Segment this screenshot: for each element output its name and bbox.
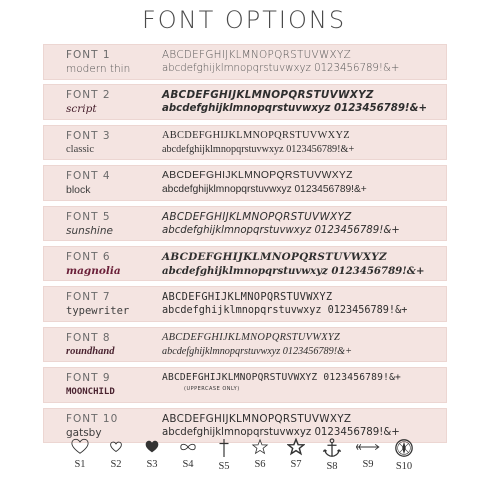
heart-filled-icon — [143, 438, 161, 456]
lowercase-sample: abcdefghijklmnopqrstuvwxyz 0123456789!&+ — [162, 103, 427, 115]
font-option-7[interactable] — [43, 286, 447, 322]
font-name: roundhand — [66, 345, 115, 357]
font-number: FONT 1 — [66, 49, 111, 61]
uppercase-sample: ABCDEFGHIJKLMNOPQRSTUVWXYZ — [162, 210, 352, 223]
symbol-code: S8 — [326, 461, 338, 472]
font-name: gatsby — [66, 426, 102, 439]
lowercase-sample: abcdefghijklmnopqrstuvwxyz 0123456789!&+ — [162, 63, 400, 74]
font-name: sunshine — [66, 224, 113, 237]
cross-icon — [215, 438, 233, 458]
symbol-code: S2 — [110, 459, 122, 470]
symbol-code: S10 — [395, 461, 413, 472]
symbol-code: S4 — [182, 459, 194, 470]
font-options-list — [43, 44, 447, 448]
heart-outline-icon — [71, 438, 89, 456]
uppercase-sample: ABCDEFGHIJKLMNOPQRSTUVWXYZ 0123456789!&+ — [162, 372, 402, 384]
lowercase-sample: abcdefghijklmnopqrstuvwxyz 0123456789!&+ — [162, 345, 352, 357]
font-option-4[interactable] — [43, 165, 447, 201]
symbol-code: S7 — [290, 459, 302, 470]
font-number: FONT 8 — [66, 331, 111, 344]
arrow-icon — [354, 438, 382, 456]
font-number: FONT 4 — [66, 170, 111, 183]
font-name: MOONCHILD — [66, 387, 115, 398]
symbol-s3[interactable] — [134, 438, 170, 470]
star-bold-outline-icon — [287, 438, 305, 456]
font-number: FONT 7 — [66, 291, 111, 304]
font-number: FONT 10 — [66, 412, 119, 425]
lowercase-sample: abcdefghijklmnopqrstuvwxyz 0123456789!&+ — [162, 184, 367, 196]
symbol-code: S9 — [362, 459, 374, 470]
font-option-6[interactable] — [43, 246, 447, 282]
font-option-2[interactable] — [43, 84, 447, 120]
font-name: typewriter — [66, 305, 130, 318]
page-title: FONT OPTIONS — [141, 6, 347, 34]
anchor-icon — [322, 438, 342, 458]
symbol-s1[interactable] — [62, 438, 98, 470]
symbol-code: S5 — [218, 461, 230, 472]
uppercase-sample: ABCDEFGHIJKLMNOPQRSTUVWXYZ — [162, 170, 353, 182]
symbol-s8[interactable] — [314, 438, 350, 472]
uppercase-sample: ABCDEFGHIJKLMNOPQRSTUVWXYZ — [162, 412, 352, 425]
symbol-code: S3 — [146, 459, 158, 470]
symbol-code: S6 — [254, 459, 266, 470]
lowercase-sample: abcdefghijklmnopqrstuvwxyz 0123456789!&+ — [162, 264, 425, 277]
uppercase-sample: ABCDEFGHIJKLMNOPQRSTUVWXYZ — [162, 291, 333, 304]
symbol-s2[interactable] — [98, 438, 134, 470]
font-number: FONT 2 — [66, 89, 111, 102]
font-number: FONT 6 — [66, 250, 111, 263]
symbol-s6[interactable] — [242, 438, 278, 470]
uppercase-sample: ABCDEFGHIJKLMNOPQRSTUVWXYZ — [162, 49, 352, 61]
font-name: magnolia — [66, 264, 121, 277]
font-number: FONT 9 — [66, 372, 111, 385]
lowercase-sample: abcdefghijklmnopqrstuvwxyz 0123456789!&+ — [162, 143, 355, 155]
uppercase-sample: ABCDEFGHIJKLMNOPQRSTUVWXYZ — [162, 89, 374, 102]
symbol-options — [62, 438, 422, 484]
font-option-1[interactable] — [43, 44, 447, 80]
uppercase-sample: ABCDEFGHIJKLMNOPQRSTUVWXYZ — [162, 331, 341, 343]
uppercase-only-note: (UPPERCASE ONLY) — [184, 386, 240, 393]
compass-icon — [394, 438, 414, 458]
font-option-8[interactable] — [43, 327, 447, 363]
symbol-s7[interactable] — [278, 438, 314, 470]
symbol-code: S1 — [74, 459, 86, 470]
lowercase-sample: abcdefghijklmnopqrstuvwxyz 0123456789!&+ — [162, 426, 400, 438]
lowercase-sample: abcdefghijklmnopqrstuvwxyz 0123456789!&+ — [162, 305, 408, 317]
symbol-s10[interactable] — [386, 438, 422, 472]
lowercase-sample: abcdefghijklmnopqrstuvwxyz 0123456789!&+ — [162, 224, 400, 236]
small-heart-outline-icon — [107, 438, 125, 456]
font-name: classic — [66, 143, 94, 155]
font-option-9[interactable] — [43, 367, 447, 403]
symbol-s5[interactable] — [206, 438, 242, 472]
font-number: FONT 3 — [66, 129, 111, 142]
symbol-s4[interactable] — [170, 438, 206, 470]
font-name: script — [66, 103, 97, 116]
font-option-5[interactable] — [43, 206, 447, 242]
font-option-3[interactable] — [43, 125, 447, 161]
uppercase-sample: ABCDEFGHIJKLMNOPQRSTUVWXYZ — [162, 129, 350, 141]
star-outline-icon — [251, 438, 269, 456]
infinity-icon — [177, 438, 199, 456]
font-name: block — [66, 184, 91, 197]
font-name: modern thin — [66, 63, 131, 75]
font-number: FONT 5 — [66, 210, 111, 223]
symbol-s9[interactable] — [350, 438, 386, 470]
uppercase-sample: ABCDEFGHIJKLMNOPQRSTUVWXYZ — [162, 250, 387, 263]
